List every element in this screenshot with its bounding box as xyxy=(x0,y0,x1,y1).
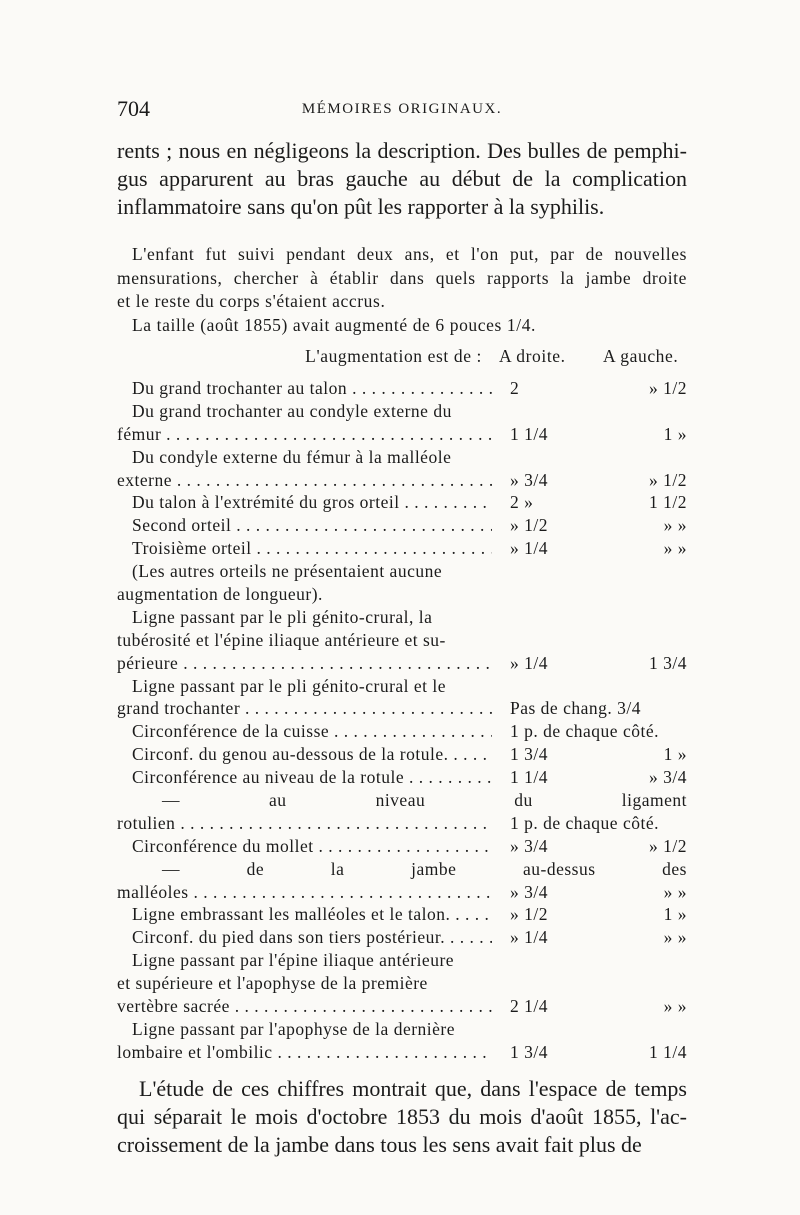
row-value-both-sides: 1 p. de chaque côté. xyxy=(510,812,659,833)
table-row xyxy=(117,537,687,560)
table-row xyxy=(117,812,687,835)
table-row xyxy=(117,491,687,514)
row-value-gauche: » » xyxy=(663,538,687,559)
row-value-gauche: 1 1/4 xyxy=(649,1041,687,1062)
paragraph-height: La taille (août 1855) avait augmenté de 6 pouces 1/4. xyxy=(132,315,537,335)
row-label: Ligne passant par le pli génito-crural, la xyxy=(132,606,433,627)
row-value-droite: » 1/4 xyxy=(510,927,548,948)
paragraph-follow-up xyxy=(117,243,687,314)
row-value-gauche: » 1/2 xyxy=(649,378,687,398)
text-line: et le reste du corps s'étaient accrus. xyxy=(117,291,386,311)
row-label: vertèbre sacrée . . . xyxy=(117,995,492,1018)
row-label: Du condyle externe du fémur à la malléole xyxy=(132,446,452,467)
row-value-droite: 1 1/4 xyxy=(510,767,548,788)
table-row xyxy=(117,720,687,743)
row-label: Circonf. du genou au-dessous de la rotule. . . . xyxy=(132,743,492,766)
table-row xyxy=(117,972,687,995)
measurement-table xyxy=(117,377,687,1064)
row-value-droite: 2 » xyxy=(510,492,534,513)
text-line: L'étude de ces chiffres montrait que, dans l'espace de temps xyxy=(139,1076,687,1101)
row-value-gauche: 1 » xyxy=(663,744,687,765)
row-value-droite: » 3/4 xyxy=(510,469,548,490)
row-value-droite: » 1/4 xyxy=(510,652,548,673)
running-head: MÉMOIRES ORIGINAUX. xyxy=(301,101,503,117)
table-row xyxy=(117,766,687,789)
table-row xyxy=(117,949,687,972)
row-value-gauche: » » xyxy=(663,881,687,902)
table-row xyxy=(117,400,687,423)
table-row xyxy=(117,675,687,698)
row-label: Circonf. du pied dans son tiers postérieur. . . . xyxy=(132,926,492,949)
text-line: gus apparurent au bras gauche au début de la complication xyxy=(117,166,687,191)
row-label: fémur . . . xyxy=(117,423,492,446)
row-label: Du grand trochanter au condyle externe du xyxy=(132,400,452,421)
row-value-gauche: » » xyxy=(663,927,687,948)
page-header xyxy=(117,96,687,126)
page-number: 704 xyxy=(117,96,150,121)
table-row xyxy=(117,629,687,652)
text-line: L'enfant fut suivi pendant deux ans, et l'on put, par de nouvelles xyxy=(132,244,687,264)
table-row xyxy=(117,789,687,812)
table-row xyxy=(117,514,687,537)
row-label: — au niveau du ligament xyxy=(162,790,687,811)
table-row xyxy=(117,606,687,629)
row-value-droite: » 3/4 xyxy=(510,881,548,902)
row-value-both-sides: Pas de chang. 3/4 xyxy=(510,698,641,719)
row-value-droite: 1 3/4 xyxy=(510,744,548,765)
table-column-headers xyxy=(117,346,687,370)
row-value-gauche: » 3/4 xyxy=(649,767,687,788)
table-row xyxy=(117,377,687,400)
table-row xyxy=(117,1018,687,1041)
table-row xyxy=(117,583,687,606)
text-line: qui séparait le mois d'octobre 1853 du mois d'août 1855, l'ac- xyxy=(117,1104,687,1129)
row-value-gauche: 1 1/2 xyxy=(649,492,687,513)
row-label: augmentation de longueur). xyxy=(117,584,323,605)
table-row xyxy=(117,697,687,720)
text-line: croissement de la jambe dans tous les sens avait fait plus de xyxy=(117,1132,642,1157)
table-row xyxy=(117,858,687,881)
row-value-gauche: 1 » xyxy=(663,423,687,444)
row-label: (Les autres orteils ne présentaient aucune xyxy=(132,561,443,582)
row-label: périeure . . . xyxy=(117,652,492,675)
row-label: Troisième orteil . . . xyxy=(132,537,492,560)
column-header-droite: A droite. xyxy=(499,346,566,366)
row-label: Circonférence du mollet . . . xyxy=(132,835,492,858)
row-value-droite: » 1/2 xyxy=(510,904,548,925)
row-value-gauche: » » xyxy=(663,996,687,1017)
text-line: rents ; nous en négligeons la description. Des bulles de pemphi- xyxy=(117,138,687,163)
row-label: Second orteil . . . xyxy=(132,514,492,537)
row-label: Ligne embrassant les malléoles et le talon. . . . xyxy=(132,903,492,926)
table-row xyxy=(117,446,687,469)
row-value-gauche: » 1/2 xyxy=(649,835,687,856)
row-value-droite: 2 xyxy=(510,378,520,398)
row-label: grand trochanter . . . xyxy=(117,697,492,720)
row-value-droite: » 1/2 xyxy=(510,515,548,536)
row-value-droite: 1 3/4 xyxy=(510,1041,548,1062)
table-row xyxy=(117,469,687,492)
row-label: tubérosité et l'épine iliaque antérieure et su- xyxy=(117,629,446,650)
table-row xyxy=(117,881,687,904)
row-value-droite: 2 1/4 xyxy=(510,996,548,1017)
row-value-gauche: » » xyxy=(663,515,687,536)
table-row xyxy=(117,903,687,926)
column-header-gauche: A gauche. xyxy=(603,346,679,366)
row-label: Circonférence de la cuisse . . . xyxy=(132,720,492,743)
row-label: Circonférence au niveau de la rotule . . . xyxy=(132,766,492,789)
row-label: Du talon à l'extrémité du gros orteil . . . xyxy=(132,491,492,514)
row-label: externe . . . xyxy=(117,469,492,492)
row-value-gauche: 1 3/4 xyxy=(649,652,687,673)
row-value-droite: 1 1/4 xyxy=(510,423,548,444)
table-row xyxy=(117,835,687,858)
table-row xyxy=(117,926,687,949)
row-label: Ligne passant par l'apophyse de la dernière xyxy=(132,1018,456,1039)
row-value-gauche: 1 » xyxy=(663,904,687,925)
text-line: inflammatoire sans qu'on pût les rapporter à la syphilis. xyxy=(117,194,605,219)
row-label: et supérieure et l'apophyse de la première xyxy=(117,973,428,994)
table-row xyxy=(117,743,687,766)
table-row xyxy=(117,652,687,675)
table-row xyxy=(117,995,687,1018)
paragraph-intro xyxy=(117,137,687,221)
row-value-droite: » 3/4 xyxy=(510,835,548,856)
row-value-droite: » 1/4 xyxy=(510,538,548,559)
row-value-gauche: » 1/2 xyxy=(649,469,687,490)
row-label: malléoles . . . xyxy=(117,881,492,904)
row-label: Ligne passant par l'épine iliaque antérieure xyxy=(132,950,455,971)
row-label: Du grand trochanter au talon . . . xyxy=(132,377,492,400)
row-label: lombaire et l'ombilic . . . xyxy=(117,1041,492,1064)
table-row xyxy=(117,560,687,583)
table-row xyxy=(117,423,687,446)
row-label: rotulien . . . xyxy=(117,812,492,835)
table-row xyxy=(117,1041,687,1064)
column-header-label: L'augmentation est de : xyxy=(305,346,482,366)
paragraph-conclusion xyxy=(117,1075,687,1159)
row-label: — de la jambe au-dessus des xyxy=(162,858,687,879)
row-value-both-sides: 1 p. de chaque côté. xyxy=(510,721,659,742)
row-label: Ligne passant par le pli génito-crural et le xyxy=(132,675,447,696)
text-line: mensurations, chercher à établir dans quels rapports la jambe droite xyxy=(117,267,687,288)
